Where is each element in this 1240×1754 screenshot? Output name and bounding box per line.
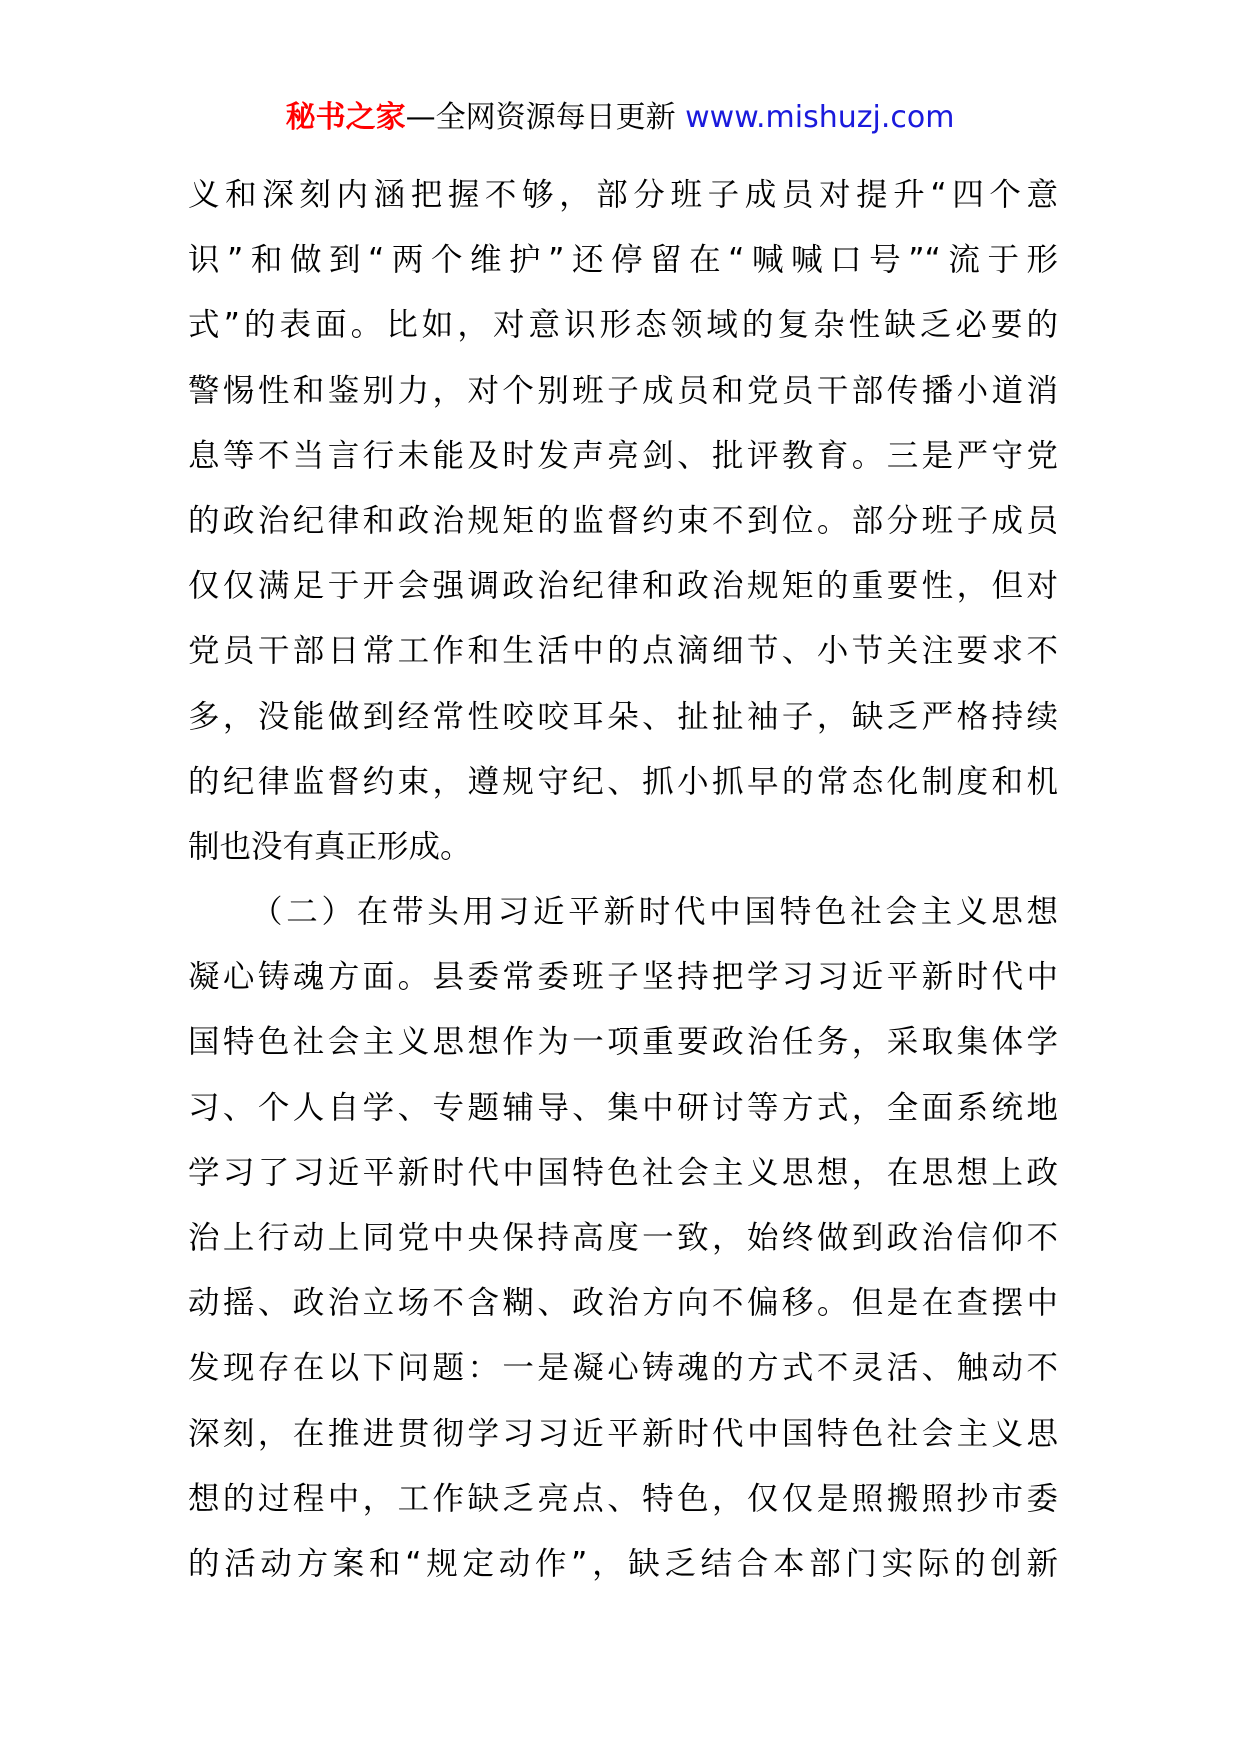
text-line: 息等不当言行未能及时发声亮剑、批评教育。三是严守党 xyxy=(188,437,1058,474)
text-line: 治上行动上同党中央保持高度一致，始终做到政治信仰不 xyxy=(188,1220,1058,1256)
text-line: 党员干部日常工作和生活中的点滴细节、小节关注要求不 xyxy=(188,633,1058,670)
text-line: 学习了习近平新时代中国特色社会主义思想，在思想上政 xyxy=(188,1154,1058,1191)
text-line: 习、个人自学、专题辅导、集中研讨等方式，全面系统地 xyxy=(188,1089,1058,1126)
text-line: 识”和做到“两个维护”还停留在“喊喊口号”“流于形 xyxy=(188,242,1058,279)
text-line: 警惕性和鉴别力，对个别班子成员和党员干部传播小道消 xyxy=(188,372,1058,409)
text-line: 想的过程中，工作缺乏亮点、特色，仅仅是照搬照抄市委 xyxy=(188,1480,1058,1517)
page-header xyxy=(0,98,1240,138)
text-line: 义和深刻内涵把握不够，部分班子成员对提升“四个意 xyxy=(188,177,1058,213)
text-line: 多，没能做到经常性咬咬耳朵、扯扯袖子，缺乏严格持续 xyxy=(188,698,1058,735)
website-url[interactable]: www.mishuzj.com xyxy=(685,100,955,135)
paragraph-end-line: 制也没有真正形成。 xyxy=(188,828,472,865)
text-line: 凝心铸魂方面。县委常委班子坚持把学习习近平新时代中 xyxy=(188,959,1058,996)
text-line: 国特色社会主义思想作为一项重要政治任务，采取集体学 xyxy=(188,1024,1058,1061)
text-line: 发现存在以下问题：一是凝心铸魂的方式不灵活、触动不 xyxy=(188,1350,1058,1387)
text-line: 的活动方案和“规定动作”，缺乏结合本部门实际的创新 xyxy=(188,1545,1058,1582)
header-tagline: —全网资源每日更新 xyxy=(405,100,676,135)
text-line: 动摇、政治立场不含糊、政治方向不偏移。但是在查摆中 xyxy=(188,1285,1058,1322)
section-heading-line: （二）在带头用习近平新时代中国特色社会主义思想 xyxy=(251,894,1058,931)
text-line: 深刻，在推进贯彻学习习近平新时代中国特色社会主义思 xyxy=(188,1415,1058,1452)
brand-name: 秘书之家 xyxy=(285,100,406,135)
text-line: 的纪律监督约束，遵规守纪、抓小抓早的常态化制度和机 xyxy=(188,763,1058,800)
text-line: 式”的表面。比如，对意识形态领域的复杂性缺乏必要的 xyxy=(188,307,1058,344)
text-line: 仅仅满足于开会强调政治纪律和政治规矩的重要性，但对 xyxy=(188,568,1058,605)
text-line: 的政治纪律和政治规矩的监督约束不到位。部分班子成员 xyxy=(188,502,1058,539)
document-body xyxy=(188,163,1058,1597)
